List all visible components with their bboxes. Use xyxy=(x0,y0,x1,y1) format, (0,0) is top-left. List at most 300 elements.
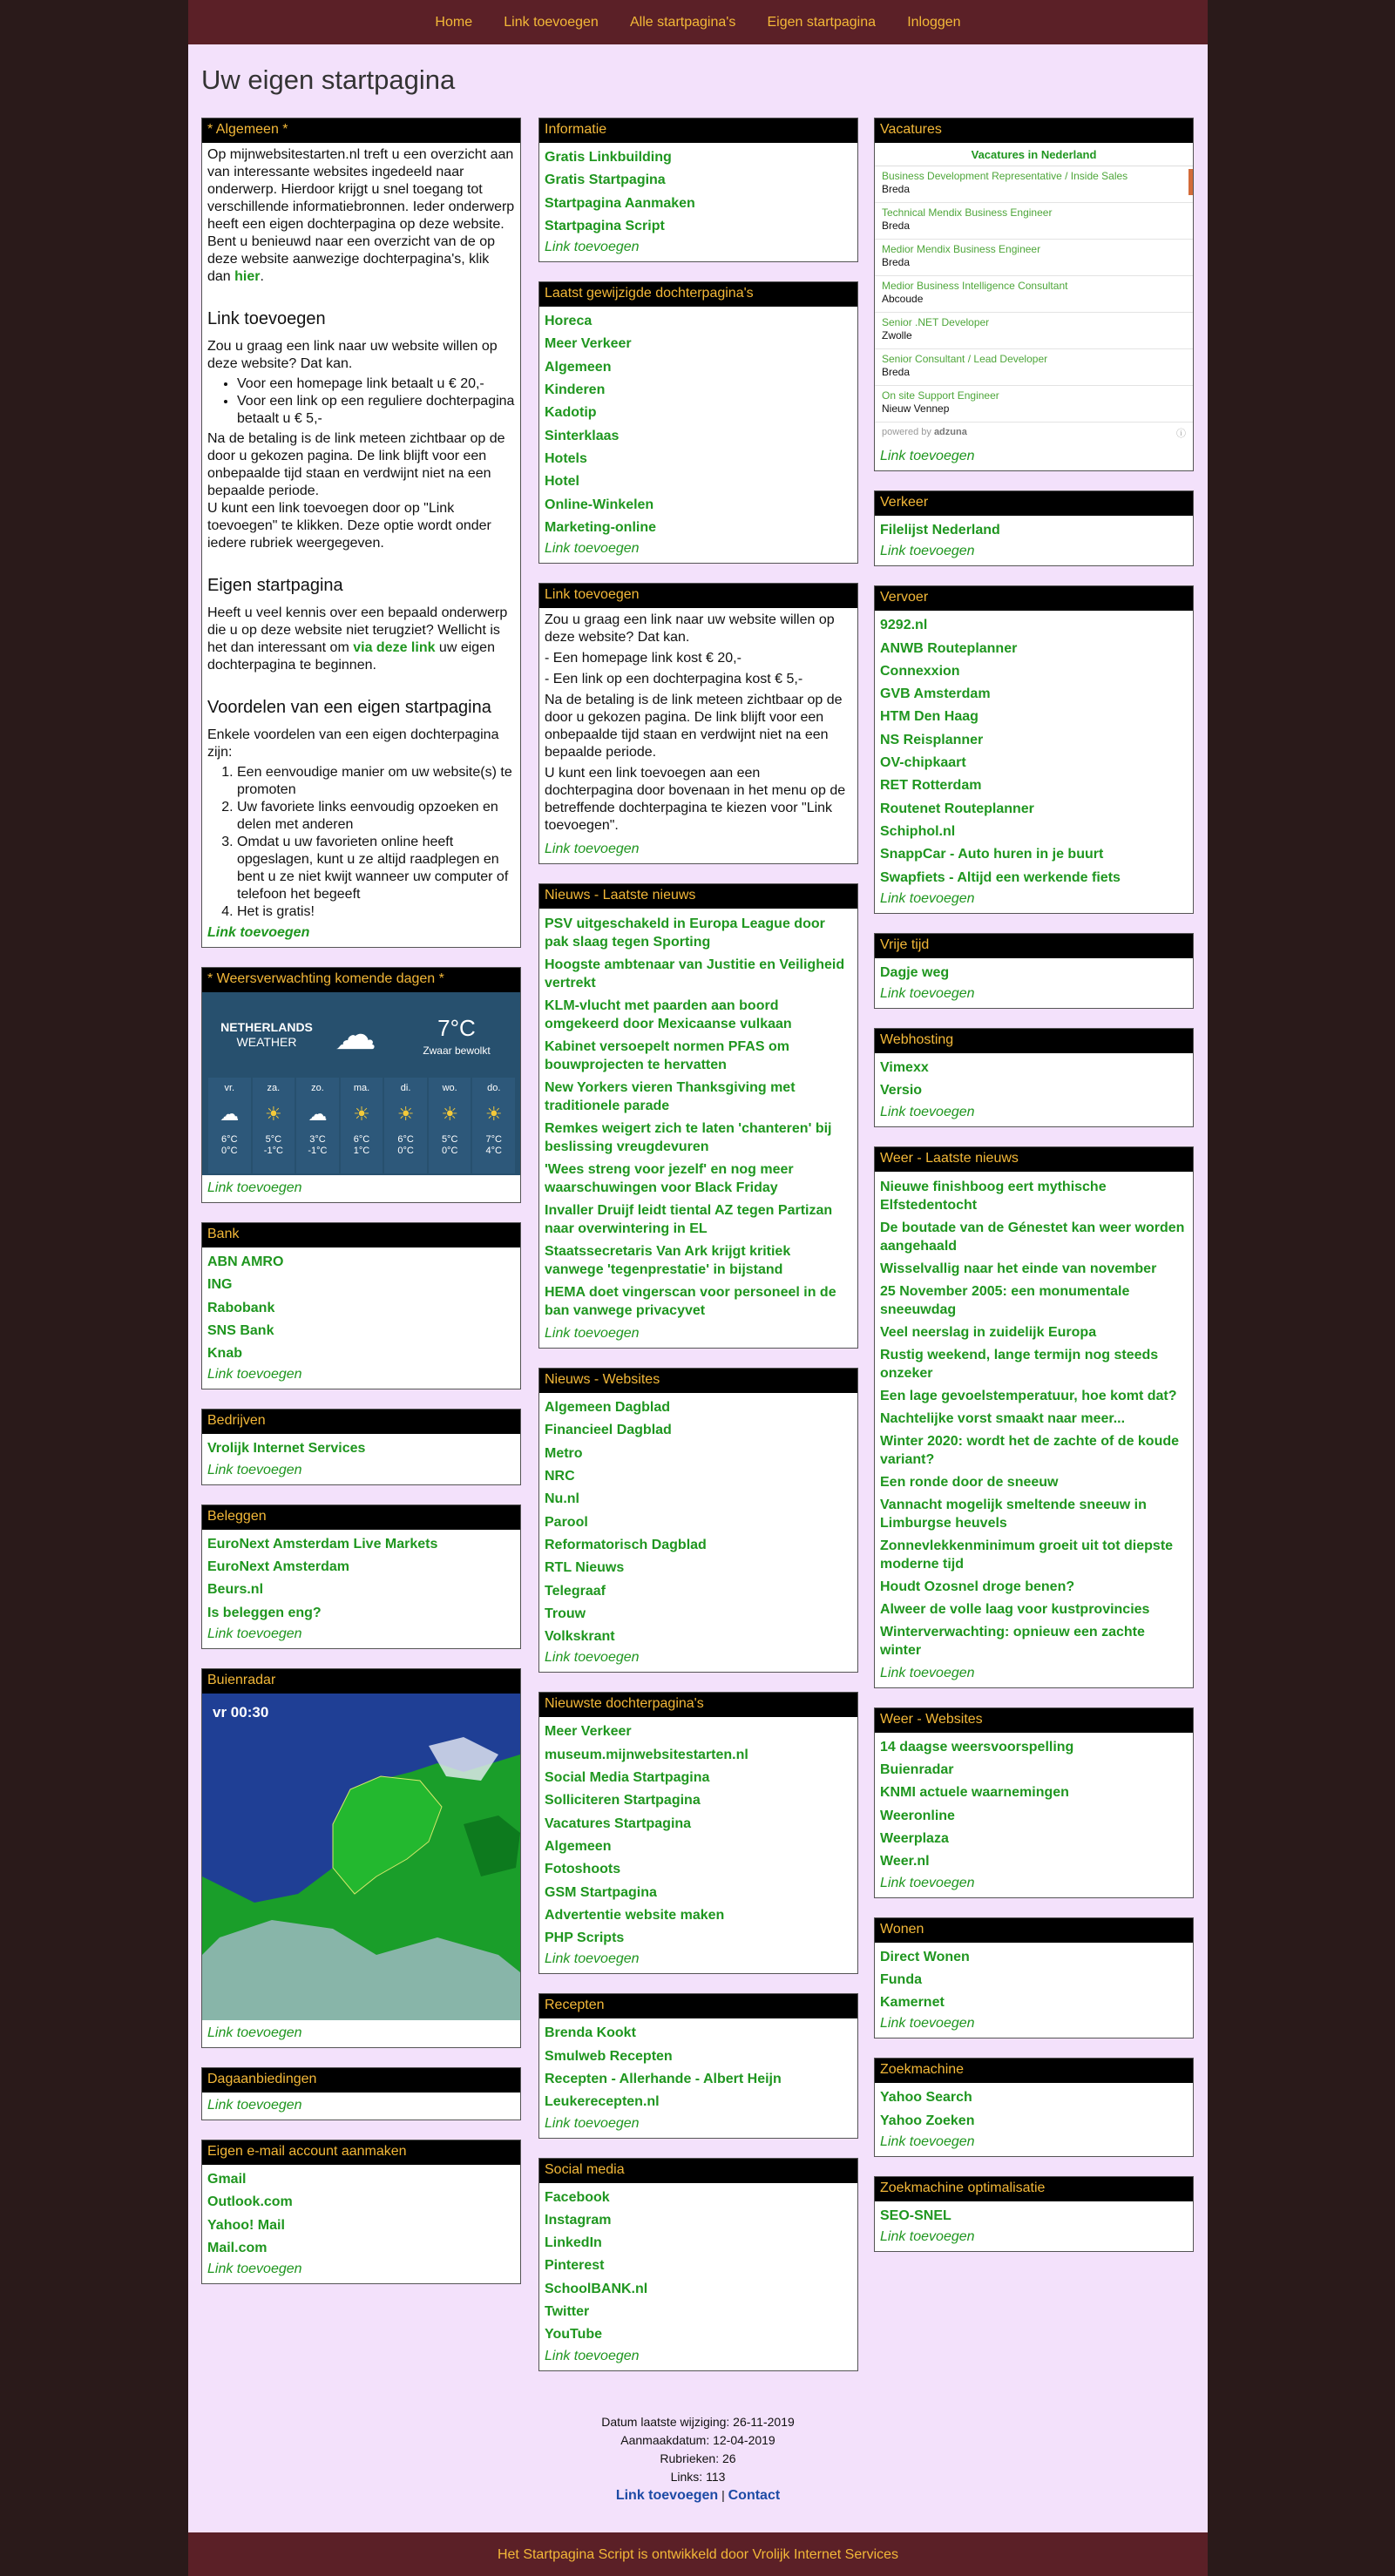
current-desc: Zwaar bewolkt xyxy=(423,1045,491,1057)
box-title: Buienradar xyxy=(202,1669,520,1694)
link-item[interactable]: Schiphol.nl xyxy=(880,823,956,839)
footer: Het Startpagina Script is ontwikkeld door Vrolijk Internet Services xyxy=(188,2532,1208,2576)
link-item[interactable]: Vannacht mogelijk smeltende sneeuw in Limburgse heuvels xyxy=(880,1497,1147,1531)
forecast-day xyxy=(384,1078,427,1173)
link-item[interactable]: Filelijst Nederland xyxy=(880,523,1000,538)
link-item[interactable]: Marketing-online xyxy=(545,519,657,535)
sun-icon: ☀ xyxy=(484,1103,503,1125)
box-title: Bedrijven xyxy=(202,1410,520,1434)
link-item[interactable]: Reformatorisch Dagblad xyxy=(545,1537,707,1552)
forecast-day xyxy=(472,1078,515,1173)
link-item[interactable]: Vrolijk Internet Services xyxy=(207,1441,366,1457)
link-item[interactable]: Algemeen xyxy=(545,1838,612,1854)
link-item[interactable]: Weer.nl xyxy=(880,1854,930,1869)
cloud-icon: ☁ xyxy=(335,1012,376,1058)
forecast-day xyxy=(341,1078,383,1173)
vacancy-title[interactable]: Senior .NET Developer xyxy=(882,316,990,328)
info-text: Na de betaling is de link meteen zichtbaar op de door u gekozen pagina. De link blijft voor een onbepaalde tijd staan en verdwijnt niet na een bepaalde periode. xyxy=(545,693,843,761)
link-item[interactable]: Remkes weigert zich te laten 'chanteren' bij beslissing vreugdevuren xyxy=(545,1121,832,1155)
link-item[interactable]: 14 daagse weersvoorspelling xyxy=(880,1739,1074,1755)
link-item[interactable]: NRC xyxy=(545,1469,575,1484)
link-item[interactable]: SNS Bank xyxy=(207,1322,274,1338)
nav-link-toevoegen[interactable]: Link toevoegen xyxy=(504,15,599,30)
weather-country: NETHERLANDS xyxy=(220,1020,313,1034)
nieuwste-box xyxy=(538,1692,858,1974)
day-high: 5°C xyxy=(265,1134,282,1145)
link-item[interactable]: Wisselvallig naar het einde van november xyxy=(880,1261,1157,1276)
link-item[interactable]: RET Rotterdam xyxy=(880,778,982,794)
verkeer-box xyxy=(874,490,1194,566)
vrije-tijd-box xyxy=(874,933,1194,1009)
box-title: Vacatures xyxy=(875,118,1193,143)
link-item[interactable]: Gmail xyxy=(207,2171,247,2187)
add-link[interactable]: Link toevoegen xyxy=(880,449,975,463)
vacancy-city: Breda xyxy=(882,366,911,378)
add-link[interactable]: Link toevoegen xyxy=(880,890,975,906)
powered-by xyxy=(875,423,1193,443)
link-item[interactable]: Hoogste ambtenaar van Justitie en Veiligheid vertrekt xyxy=(545,957,845,991)
link-item[interactable]: ING xyxy=(207,1277,233,1293)
link-item[interactable]: ANWB Routeplanner xyxy=(880,640,1018,656)
link-item[interactable]: Outlook.com xyxy=(207,2194,293,2210)
add-link[interactable]: Link toevoegen xyxy=(880,2016,975,2032)
add-link[interactable]: Link toevoegen xyxy=(545,541,640,557)
link-item[interactable]: Mail.com xyxy=(207,2240,267,2255)
footer-contact[interactable]: Contact xyxy=(728,2488,781,2503)
link-info-text: Zou u graag een link naar uw website willen op deze website? Dat kan. xyxy=(207,339,498,371)
link-item[interactable]: Vacatures Startpagina xyxy=(545,1815,692,1831)
link-item[interactable]: Versio xyxy=(880,1083,923,1099)
nav-home[interactable]: Home xyxy=(435,15,473,30)
day-high: 6°C xyxy=(397,1134,414,1145)
vervoer-box xyxy=(874,585,1194,914)
link-item[interactable]: Knab xyxy=(207,1346,242,1362)
link-item[interactable]: Winter 2020: wordt het de zachte of de koude variant? xyxy=(880,1433,1180,1467)
link-item[interactable]: Vimexx xyxy=(880,1060,929,1076)
add-link[interactable]: Link toevoegen xyxy=(545,2115,640,2131)
link-item[interactable]: Routenet Routeplanner xyxy=(880,801,1034,816)
link-item[interactable]: HEMA doet vingerscan voor personeel in de ban vanwege privacyvet xyxy=(545,1285,836,1319)
nav-inloggen[interactable]: Inloggen xyxy=(907,15,961,30)
link-item[interactable]: New Yorkers vieren Thanksgiving met traditionele parade xyxy=(545,1080,796,1114)
adzuna-logo: adzuna xyxy=(933,427,967,437)
link-item[interactable]: EuroNext Amsterdam xyxy=(207,1559,350,1575)
column-left xyxy=(201,118,521,2303)
box-title: * Weersverwachting komende dagen * xyxy=(202,968,520,992)
box-title: Webhosting xyxy=(875,1029,1193,1053)
day-label: zo. xyxy=(311,1083,324,1093)
link-item[interactable]: Brenda Kookt xyxy=(545,2025,636,2041)
box-title: Social media xyxy=(539,2159,857,2183)
link-item[interactable]: ABN AMRO xyxy=(207,1254,284,1269)
link-item[interactable]: Rabobank xyxy=(207,1300,275,1315)
separator: | xyxy=(718,2488,728,2502)
weather-widget[interactable] xyxy=(202,992,520,1175)
buienradar-box xyxy=(201,1668,521,2048)
add-link[interactable]: Link toevoegen xyxy=(545,2348,640,2363)
powered-label: powered by xyxy=(882,427,931,437)
link-item[interactable]: Invaller Druijf leidt tiental AZ tegen Partizan naar overwintering in EL xyxy=(545,1203,833,1237)
day-low: -1°C xyxy=(263,1146,283,1156)
link-item[interactable]: Yahoo Zoeken xyxy=(880,2113,975,2128)
day-low: 4°C xyxy=(485,1146,502,1156)
webhosting-box xyxy=(874,1028,1194,1127)
link-item[interactable]: Financieel Dagblad xyxy=(545,1423,672,1438)
vacancy-item xyxy=(875,276,1193,313)
footer-link-toevoegen[interactable]: Link toevoegen xyxy=(615,2488,719,2503)
link-item[interactable]: PHP Scripts xyxy=(545,1930,625,1946)
day-label: do. xyxy=(487,1083,501,1093)
box-title: Dagaanbiedingen xyxy=(202,2068,520,2093)
payment-info: Na de betaling is de link meteen zichtbaar op de door u gekozen pagina. De link blijft voor een onbepaalde tijd staan en verdwijnt niet na een bepaalde periode. xyxy=(207,431,505,498)
link-item[interactable]: Twitter xyxy=(545,2304,590,2320)
social-media-box xyxy=(538,2158,858,2371)
day-high: 6°C xyxy=(221,1134,238,1145)
day-high: 7°C xyxy=(485,1134,502,1145)
add-link[interactable]: Link toevoegen xyxy=(207,2097,302,2113)
info-text: Zou u graag een link naar uw website willen op deze website? Dat kan. xyxy=(545,612,835,646)
radar-image xyxy=(202,1694,520,2020)
beleggen-box xyxy=(201,1504,521,1649)
link-item[interactable]: Solliciteren Startpagina xyxy=(545,1793,701,1809)
day-label: di. xyxy=(400,1083,411,1093)
link-item[interactable]: Houdt Ozosnel droge benen? xyxy=(880,1579,1075,1594)
link-item[interactable]: Kabinet versoepelt normen PFAS om bouwprojecten te hervatten xyxy=(545,1039,789,1073)
box-title: Vrije tijd xyxy=(875,934,1193,958)
sun-icon: ☀ xyxy=(353,1103,370,1125)
day-high: 6°C xyxy=(353,1134,370,1145)
box-title: Beleggen xyxy=(202,1505,520,1530)
day-low: -1°C xyxy=(308,1146,328,1156)
email-box xyxy=(201,2140,521,2284)
intro-paragraph: Op mijnwebsitestarten.nl treft u een overzicht aan van interessante websites ingedeeld naar onderwerp. Hierdoor krijgt u snel toegang tot verschillende informatiebronnen. Ieder onderwerp heeft een eigen dochterpagina op deze website. Bent u benieuwd naar een overzicht van de op deze website aanwezige dochterpagina's, klik dan hier. xyxy=(207,147,515,284)
vacancy-city: Nieuw Vennep xyxy=(882,402,950,415)
link-item[interactable]: Algemeen Dagblad xyxy=(545,1400,671,1416)
link-item[interactable]: Een ronde door de sneeuw xyxy=(880,1474,1059,1490)
link-item[interactable]: Een lage gevoelstemperatuur, hoe komt dat? xyxy=(880,1388,1177,1403)
add-link[interactable]: Link toevoegen xyxy=(880,1875,975,1890)
top-navigation xyxy=(188,0,1208,44)
link-item[interactable]: Advertentie website maken xyxy=(545,1907,725,1923)
link-item[interactable]: RTL Nieuws xyxy=(545,1560,625,1576)
vacancy-title[interactable]: Medior Business Intelligence Consultant xyxy=(882,280,1068,292)
vacatures-box xyxy=(874,118,1194,471)
add-link[interactable]: Link toevoegen xyxy=(207,1180,302,1195)
link-item[interactable]: Startpagina Aanmaken xyxy=(545,195,695,211)
box-title: Verkeer xyxy=(875,491,1193,516)
day-low: 0°C xyxy=(441,1146,458,1156)
link-item[interactable]: 9292.nl xyxy=(880,618,928,633)
day-high: 3°C xyxy=(309,1134,326,1145)
link-item[interactable]: Meer Verkeer xyxy=(545,1724,632,1740)
current-temp: 7°C xyxy=(437,1015,476,1041)
column-right xyxy=(874,118,1194,2271)
voordeel-item: 4. Het is gratis! xyxy=(237,903,515,921)
link-item[interactable]: Instagram xyxy=(545,2212,612,2228)
nieuws-websites-box xyxy=(538,1368,858,1673)
add-link[interactable]: Link toevoegen xyxy=(545,1951,640,1967)
link-item[interactable]: Staatssecretaris Van Ark krijgt kritiek vanwege 'tegenprestatie' in bijstand xyxy=(545,1244,791,1278)
scrollbar[interactable] xyxy=(1188,169,1193,195)
nav-eigen-startpagina[interactable]: Eigen startpagina xyxy=(767,15,877,30)
eigen-text-end: uw eigen dochterpagina te beginnen. xyxy=(207,640,495,673)
dagaanbiedingen-box xyxy=(201,2067,521,2120)
box-title: Zoekmachine xyxy=(875,2059,1193,2083)
link-item[interactable]: Telegraaf xyxy=(545,1583,606,1599)
day-high: 5°C xyxy=(441,1134,458,1145)
vacancy-item xyxy=(875,203,1193,240)
vacancy-city: Breda xyxy=(882,220,911,232)
link-item[interactable]: Yahoo! Mail xyxy=(207,2217,285,2233)
link-item[interactable]: GSM Startpagina xyxy=(545,1884,657,1900)
link-item[interactable]: Weerplaza xyxy=(880,1830,949,1846)
link-item[interactable]: Volkskrant xyxy=(545,1629,615,1645)
link-item[interactable]: Nieuwe finishboog eert mythische Elfstedentocht xyxy=(880,1179,1107,1213)
informatie-box xyxy=(538,118,858,262)
vacancy-title[interactable]: Business Development Representative / Inside Sales xyxy=(882,170,1128,182)
eigen-info xyxy=(207,605,515,674)
link-item[interactable]: LinkedIn xyxy=(545,2235,602,2251)
add-link[interactable]: Link toevoegen xyxy=(207,1462,302,1477)
link-item[interactable]: Gratis Linkbuilding xyxy=(545,150,672,165)
add-link[interactable]: Link toevoegen xyxy=(207,2025,302,2040)
box-title: Weer - Laatste nieuws xyxy=(875,1147,1193,1172)
link-item[interactable]: Alweer de volle laag voor kustprovincies xyxy=(880,1601,1150,1617)
day-low: 0°C xyxy=(397,1146,414,1156)
via-deze-link[interactable]: via deze link xyxy=(353,640,436,655)
links-count: Links: 113 xyxy=(670,2470,726,2484)
rubrieken-count: Rubrieken: 26 xyxy=(660,2451,736,2465)
box-title: * Algemeen * xyxy=(202,118,520,143)
forecast-day xyxy=(429,1078,471,1173)
voordeel-item: 2. Uw favoriete links eenvoudig opzoeken en delen met anderen xyxy=(237,799,515,834)
link-item[interactable]: Swapfiets - Altijd een werkende fiets xyxy=(880,869,1121,885)
add-link[interactable]: Link toevoegen xyxy=(545,1650,640,1666)
box-title: Link toevoegen xyxy=(539,584,857,608)
link-item[interactable]: Metro xyxy=(545,1445,583,1461)
link-item[interactable]: YouTube xyxy=(545,2327,603,2343)
link-item[interactable]: Smulweb Recepten xyxy=(545,2048,673,2064)
link-item[interactable]: HTM Den Haag xyxy=(880,709,979,725)
vacancy-item xyxy=(875,313,1193,349)
voordeel-item: 3. Omdat u uw favorieten online heeft opgeslagen, kunt u ze altijd raadplegen en bent u ze niet kwijt wanneer uw computer of telefoon het begeeft xyxy=(237,834,515,903)
link-item[interactable]: Zonnevlekkenminimum groeit uit tot diepste moderne tijd xyxy=(880,1538,1174,1572)
link-item[interactable]: Recepten - Allerhande - Albert Heijn xyxy=(545,2071,782,2086)
weer-websites-box xyxy=(874,1707,1194,1898)
link-item[interactable]: Algemeen xyxy=(545,359,612,375)
add-link[interactable]: Link toevoegen xyxy=(880,1104,975,1119)
radar-time: vr 00:30 xyxy=(213,1703,269,1721)
link-item[interactable]: Meer Verkeer xyxy=(545,336,632,352)
box-title: Nieuwste dochterpagina's xyxy=(539,1693,857,1717)
vacancy-city: Breda xyxy=(882,256,911,268)
vacancy-item xyxy=(875,349,1193,386)
box-title: Bank xyxy=(202,1223,520,1247)
day-label: za. xyxy=(267,1083,281,1093)
link-item[interactable]: PSV uitgeschakeld in Europa League door pak slaag tegen Sporting xyxy=(545,916,825,950)
box-title: Informatie xyxy=(539,118,857,143)
voordelen-list xyxy=(237,764,515,921)
price-list xyxy=(237,375,515,428)
add-link[interactable]: Link toevoegen xyxy=(207,1367,302,1383)
forecast-day xyxy=(253,1078,295,1173)
forecast-day xyxy=(208,1078,251,1173)
created-date: Aanmaakdatum: 12-04-2019 xyxy=(620,2433,775,2447)
vacancy-title[interactable]: Technical Mendix Business Engineer xyxy=(882,206,1053,219)
link-item[interactable]: Connexxion xyxy=(880,663,960,679)
nav-alle-startpaginas[interactable]: Alle startpagina's xyxy=(629,15,736,30)
sun-icon: ☀ xyxy=(265,1103,282,1125)
link-item[interactable]: Horeca xyxy=(545,314,593,329)
box-title: Nieuws - Laatste nieuws xyxy=(539,884,857,909)
link-item[interactable]: Gratis Startpagina xyxy=(545,172,666,188)
weather-label: WEATHER xyxy=(236,1035,297,1049)
info-icon[interactable]: ⓘ xyxy=(1176,429,1186,439)
box-title: Nieuws - Websites xyxy=(539,1369,857,1393)
link-item[interactable]: Beurs.nl xyxy=(207,1582,264,1598)
intro-here-link[interactable]: hier xyxy=(234,269,261,284)
day-low: 1°C xyxy=(353,1146,370,1156)
vacancy-city: Breda xyxy=(882,183,911,195)
algemeen-box xyxy=(201,118,521,948)
link-item[interactable]: Yahoo Search xyxy=(880,2090,972,2106)
weather-location xyxy=(214,1020,319,1050)
heading-eigen-startpagina: Eigen startpagina xyxy=(207,576,343,595)
add-link[interactable]: Link toevoegen xyxy=(545,240,640,255)
link-item[interactable]: SchoolBANK.nl xyxy=(545,2281,648,2296)
voordelen-intro: Enkele voordelen van een eigen dochterpagina zijn: xyxy=(207,727,499,760)
column-middle xyxy=(538,118,858,2390)
add-link[interactable]: Link toevoegen xyxy=(880,1665,975,1680)
day-label: wo. xyxy=(442,1083,457,1093)
info-text: - Een link op een dochterpagina kost € 5,- xyxy=(545,672,803,687)
link-item[interactable]: Kinderen xyxy=(545,382,606,398)
page-stats xyxy=(188,2413,1208,2505)
box-title: Eigen e-mail account aanmaken xyxy=(202,2140,520,2165)
link-item[interactable]: Social Media Startpagina xyxy=(545,1770,710,1786)
link-item[interactable]: KNMI actuele waarnemingen xyxy=(880,1785,1069,1801)
link-item[interactable]: Facebook xyxy=(545,2189,610,2205)
add-link[interactable]: Link toevoegen xyxy=(880,986,975,1002)
page-title: Uw eigen startpagina xyxy=(201,64,456,95)
vacancy-title[interactable]: Senior Consultant / Lead Developer xyxy=(882,353,1048,365)
vacancy-city: Abcoude xyxy=(882,293,924,305)
link-item[interactable]: OV-chipkaart xyxy=(880,755,966,771)
add-link[interactable]: Link toevoegen xyxy=(545,1326,640,1342)
price-item: • Voor een link op een reguliere dochterpagina betaalt u € 5,- xyxy=(237,393,515,428)
add-link[interactable]: Link toevoegen xyxy=(207,2262,302,2277)
link-toevoegen-box xyxy=(538,583,858,864)
link-item[interactable]: GVB Amsterdam xyxy=(880,686,991,702)
link-item[interactable]: Rustig weekend, lange termijn nog steeds onzeker xyxy=(880,1347,1159,1381)
weer-nieuws-box xyxy=(874,1146,1194,1688)
link-item[interactable]: Online-Winkelen xyxy=(545,497,654,512)
info-text: U kunt een link toevoegen aan een dochterpagina door bovenaan in het menu op de betreffende dochterpagina te kiezen voor "Link toevoegen". xyxy=(545,766,846,834)
price-item: • Voor een homepage link betaalt u € 20,- xyxy=(237,375,515,393)
link-item[interactable]: Pinterest xyxy=(545,2258,605,2274)
link-item[interactable]: Hotel xyxy=(545,474,579,490)
box-title: Laatst gewijzigde dochterpagina's xyxy=(539,282,857,307)
info-text: - Een homepage link kost € 20,- xyxy=(545,651,742,666)
box-title: Vervoer xyxy=(875,586,1193,611)
bank-box xyxy=(201,1222,521,1389)
last-changed: Datum laatste wijziging: 26-11-2019 xyxy=(601,2415,795,2429)
link-item[interactable]: museum.mijnwebsitestarten.nl xyxy=(545,1747,748,1762)
link-item[interactable]: Kadotip xyxy=(545,405,597,421)
recepten-box xyxy=(538,1993,858,2138)
link-item[interactable]: Startpagina Script xyxy=(545,218,665,233)
wonen-box xyxy=(874,1917,1194,2039)
footer-links xyxy=(188,2486,1208,2505)
link-item[interactable]: 25 November 2005: een monumentale sneeuwdag xyxy=(880,1283,1130,1317)
link-item[interactable]: 'Wees streng voor jezelf' en nog meer waarschuwingen voor Black Friday xyxy=(545,1162,794,1196)
link-item[interactable]: Parool xyxy=(545,1514,588,1530)
link-item[interactable]: NS Reisplanner xyxy=(880,732,984,747)
link-item[interactable]: De boutade van de Génestet kan weer worden aangehaald xyxy=(880,1220,1185,1254)
link-item[interactable]: KLM-vlucht met paarden aan boord omgekeerd door Mexicaanse vulkaan xyxy=(545,998,792,1032)
link-item[interactable]: Veel neerslag in zuidelijk Europa xyxy=(880,1324,1097,1340)
vacancy-title[interactable]: Medior Mendix Business Engineer xyxy=(882,243,1041,255)
forecast-days xyxy=(207,1078,516,1173)
link-item[interactable]: Sinterklaas xyxy=(545,428,620,443)
link-item[interactable]: Weeronline xyxy=(880,1808,955,1823)
add-link[interactable]: Link toevoegen xyxy=(207,1626,302,1641)
add-link[interactable]: Link toevoegen xyxy=(880,544,975,559)
link-item[interactable]: Trouw xyxy=(545,1606,586,1621)
day-label: ma. xyxy=(353,1083,370,1093)
nieuws-box xyxy=(538,883,858,1349)
link-item[interactable]: Kamernet xyxy=(880,1995,945,2011)
link-item[interactable]: SEO-SNEL xyxy=(880,2208,951,2224)
link-item[interactable]: Dagje weg xyxy=(880,964,950,980)
add-link[interactable]: Link toevoegen xyxy=(880,2229,975,2245)
link-item[interactable]: Winterverwachting: opnieuw een zachte winter xyxy=(880,1624,1145,1658)
box-title: Weer - Websites xyxy=(875,1708,1193,1733)
link-item[interactable]: Direct Wonen xyxy=(880,1949,970,1964)
link-item[interactable]: EuroNext Amsterdam Live Markets xyxy=(207,1536,438,1552)
link-item[interactable]: Buienradar xyxy=(880,1762,954,1778)
link-item[interactable]: Fotoshoots xyxy=(545,1862,621,1877)
radar-map[interactable] xyxy=(202,1694,520,2020)
box-title: Recepten xyxy=(539,1994,857,2018)
link-item[interactable]: Nachtelijke vorst smaakt naar meer... xyxy=(880,1410,1126,1426)
vacancy-item xyxy=(875,240,1193,276)
vacancy-item xyxy=(875,166,1193,203)
zoekmachine-box xyxy=(874,2058,1194,2157)
vacancy-title[interactable]: On site Support Engineer xyxy=(882,389,999,402)
add-link[interactable]: Link toevoegen xyxy=(207,925,310,940)
add-link[interactable]: Link toevoegen xyxy=(880,2134,975,2150)
link-item[interactable]: Hotels xyxy=(545,450,587,466)
link-item[interactable]: Nu.nl xyxy=(545,1491,579,1507)
bedrijven-box xyxy=(201,1409,521,1484)
cloud-icon: ☁ xyxy=(308,1103,328,1125)
sun-icon: ☀ xyxy=(396,1103,415,1125)
link-item[interactable]: Leukerecepten.nl xyxy=(545,2094,660,2110)
link-item[interactable]: Is beleggen eng? xyxy=(207,1605,322,1620)
vacancy-city: Zwolle xyxy=(882,329,912,341)
cloud-icon: ☁ xyxy=(220,1103,240,1125)
seo-box xyxy=(874,2176,1194,2252)
weather-box xyxy=(201,967,521,1203)
heading-link-toevoegen: Link toevoegen xyxy=(207,309,326,328)
heading-voordelen: Voordelen van een eigen startpagina xyxy=(207,698,491,717)
laatst-gewijzigd-box xyxy=(538,281,858,564)
intro-text: Op mijnwebsitestarten.nl treft u een overzicht aan van interessante websites ingedeeld naar onderwerp. Hierdoor krijgt u snel toegang tot verschillende informatiebronnen. Ieder onderwerp heeft een eigen dochterpagina op deze website. Bent u benieuwd naar een overzicht van de op deze website aanwezige dochterpagina's, klik dan xyxy=(207,147,515,284)
link-item[interactable]: Funda xyxy=(880,1971,922,1987)
link-item[interactable]: SnappCar - Auto huren in je buurt xyxy=(880,847,1104,862)
add-link[interactable]: Link toevoegen xyxy=(545,842,640,857)
